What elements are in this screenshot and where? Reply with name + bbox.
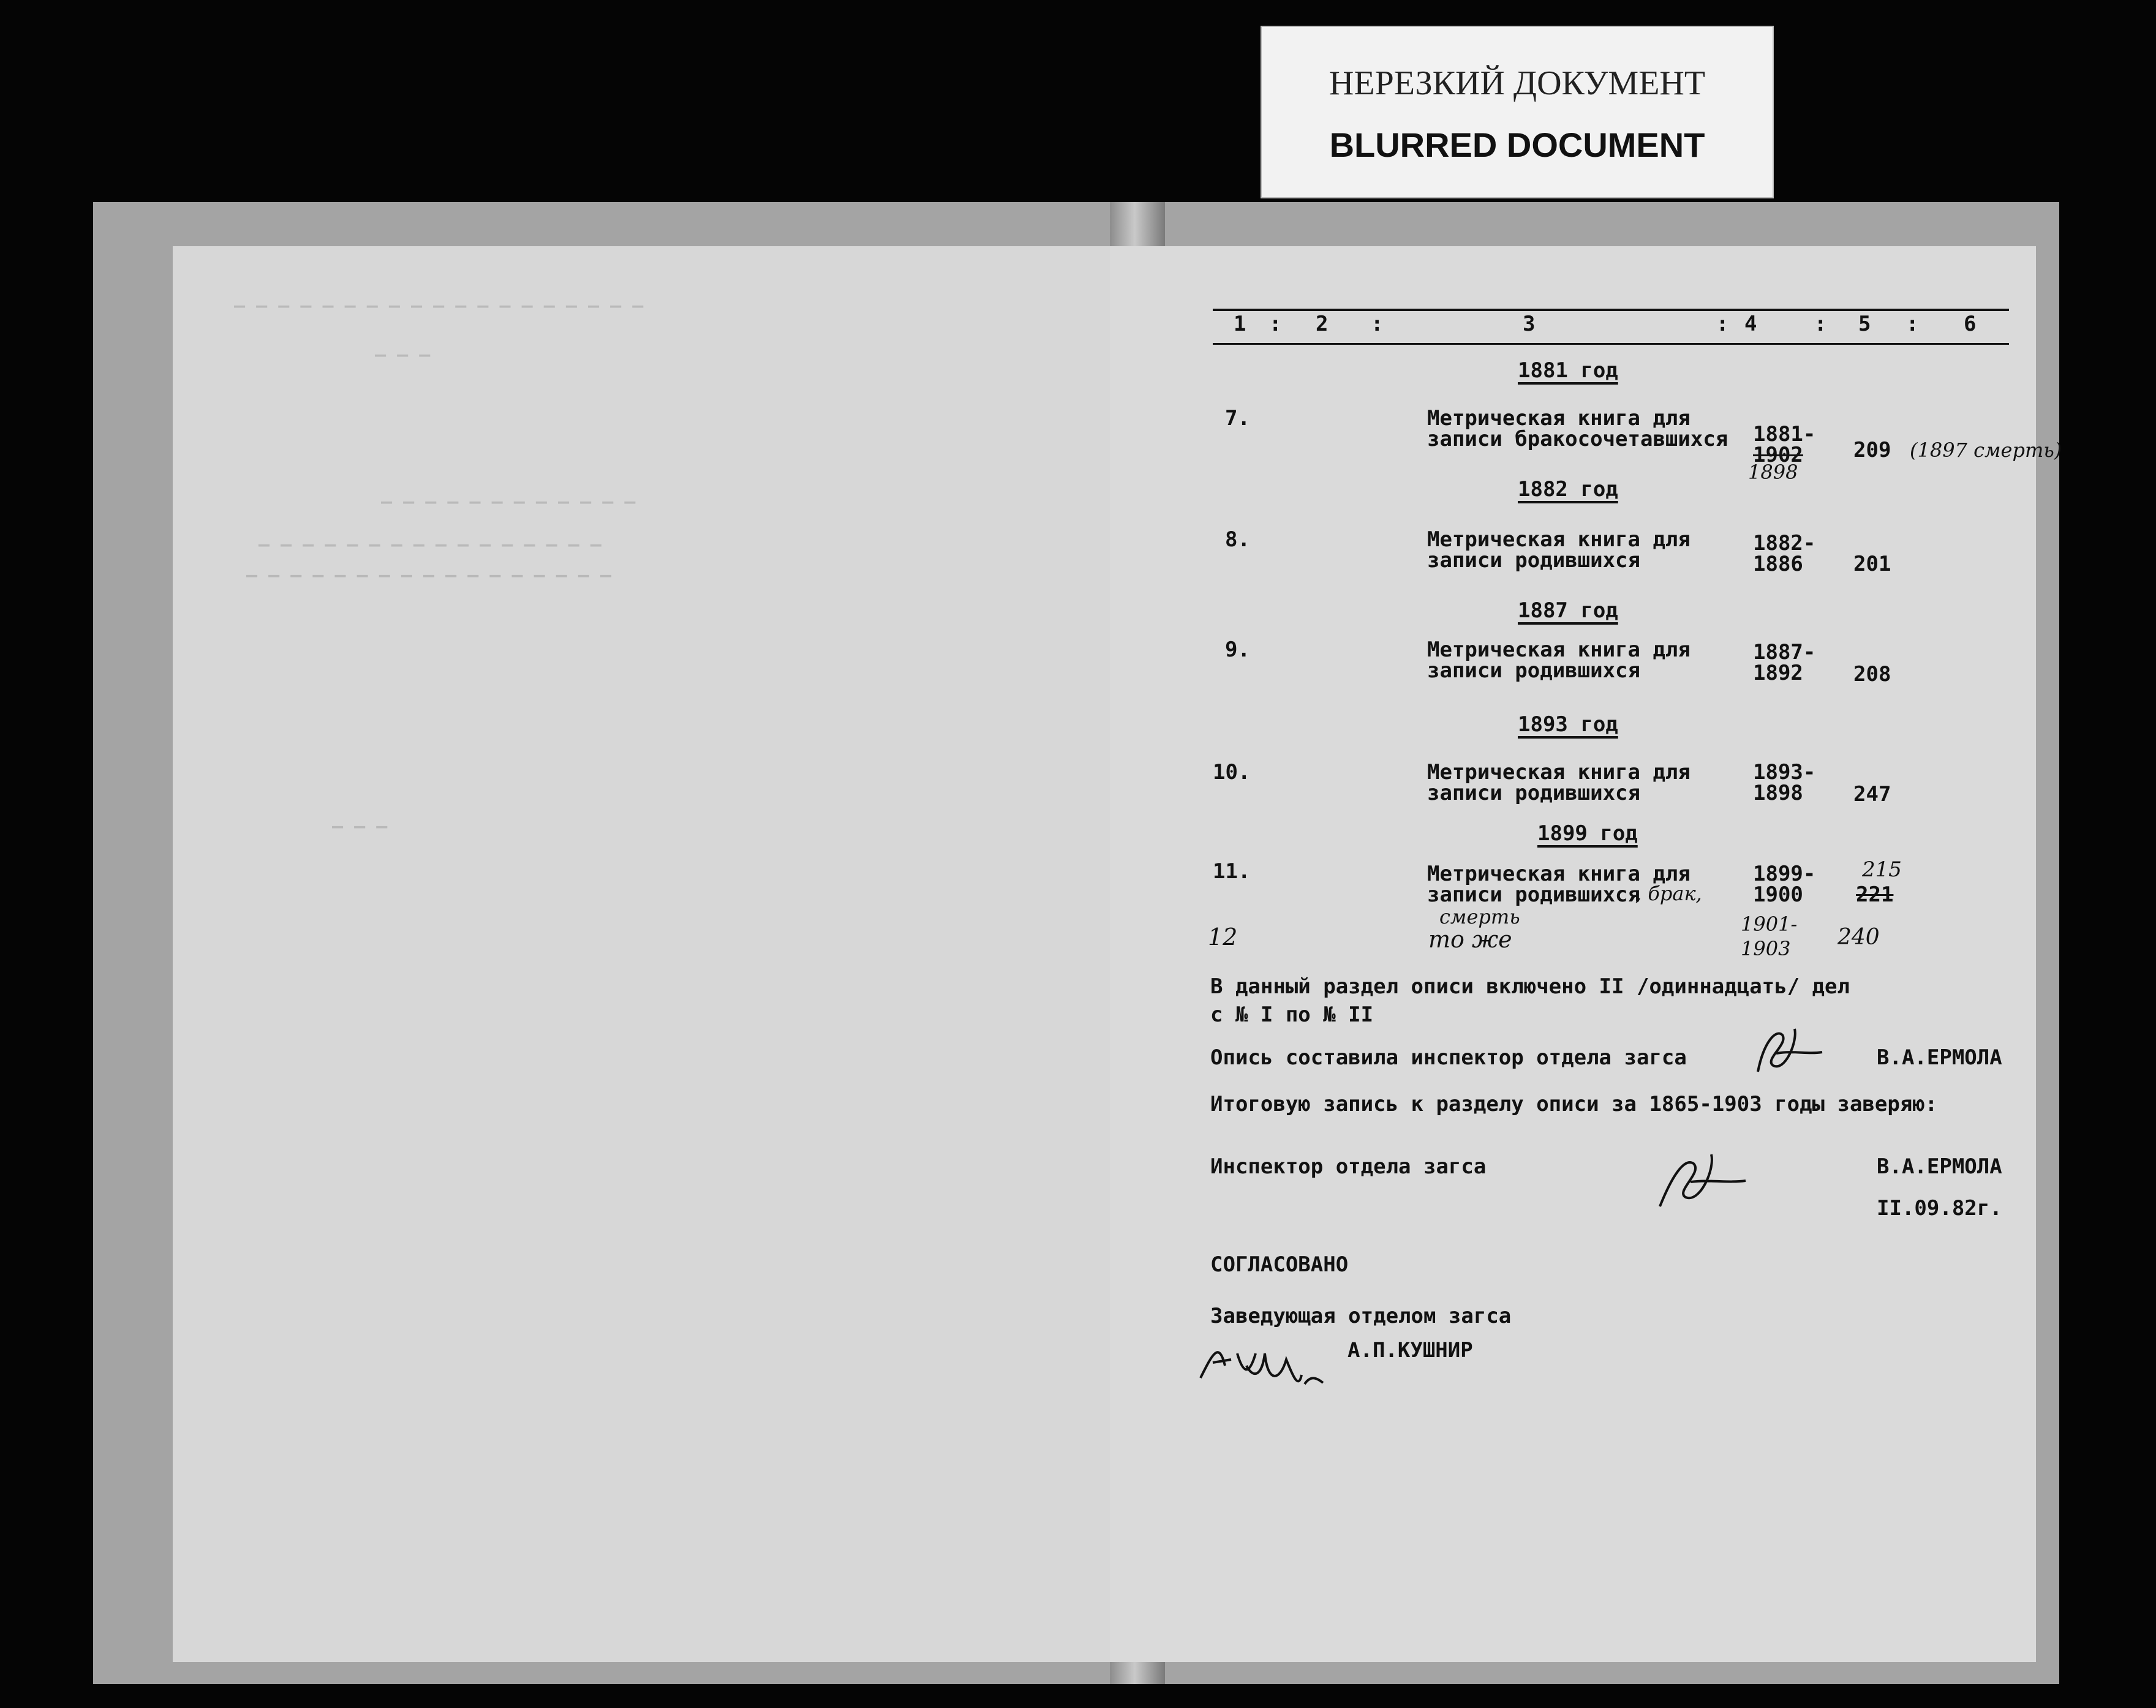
entry-sheets-crossed: 221 — [1856, 882, 1894, 907]
entry-years-end: 1892 — [1753, 661, 1803, 685]
entry-sheets: 201 — [1853, 552, 1891, 576]
entry-title-note-a: , брак, — [1635, 882, 1702, 905]
head-name: А.П.КУШНИР — [1348, 1338, 1473, 1363]
entry-title-line1: Метрическая книга для — [1427, 760, 1691, 784]
signature-inspector — [1648, 1139, 1752, 1219]
entry-number: 9. — [1225, 638, 1250, 662]
bleed-through: — — — — [332, 816, 388, 837]
signature-compiler — [1740, 1017, 1831, 1084]
entry-number: 10. — [1213, 760, 1251, 784]
column-separator: : — [1371, 312, 1384, 336]
column-header-3: 3 — [1523, 312, 1536, 336]
entry-title-note-b: смерть — [1439, 905, 1520, 928]
certify-line: Итоговую запись к разделу описи за 1865-1903 годы заверяю: — [1210, 1092, 1938, 1116]
entry-title-line2: записи родившихся — [1427, 781, 1640, 805]
entry-sheets-corrected: 215 — [1862, 857, 1902, 882]
entry-years-end-crossed: 1902 — [1753, 443, 1803, 467]
bleed-through: — — — — [375, 344, 431, 366]
entry-number: 12 — [1208, 924, 1238, 950]
entry-sheets: 208 — [1853, 662, 1891, 687]
entry-title-line1: Метрическая книга для — [1427, 527, 1691, 552]
entry-sheets: 209 — [1853, 438, 1891, 462]
entry-number: 11. — [1213, 859, 1251, 884]
column-separator: : — [1716, 312, 1729, 336]
entry-title-line2: записи бракосочетавшихся — [1427, 427, 1728, 451]
entry-years-end: 1903 — [1741, 937, 1791, 960]
summary-line1: В данный раздел описи включено II /одиннадцать/ дел — [1210, 974, 1850, 999]
bleed-through: — — — — — — — — — — — — — [381, 491, 636, 513]
blurred-document-label — [1261, 26, 1774, 198]
column-separator: : — [1269, 312, 1282, 336]
entry-years-start: 1881- — [1753, 422, 1816, 446]
column-header-1: 1 — [1234, 312, 1246, 336]
compiled-by: Опись составила инспектор отдела загса — [1210, 1045, 1687, 1070]
signature-head — [1194, 1317, 1354, 1396]
column-header-5: 5 — [1858, 312, 1871, 336]
year-heading: 1899 год — [1537, 821, 1638, 846]
entry-years-start: 1882- — [1753, 531, 1816, 555]
column-header-4: 4 — [1744, 312, 1757, 336]
entry-sheets: 247 — [1853, 782, 1891, 807]
bleed-through: — — — — — — — — — — — — — — — — — — — — [234, 295, 644, 317]
year-heading: 1881 год — [1518, 358, 1618, 383]
year-heading: 1893 год — [1518, 712, 1618, 737]
entry-sheets-note: (1897 смерть) — [1910, 438, 2062, 462]
entry-number: 8. — [1225, 527, 1250, 552]
left-page — [173, 246, 1110, 1662]
summary-line2: с № I по № II — [1210, 1003, 1374, 1027]
entry-years-start: 1893- — [1753, 760, 1816, 784]
header-top-rule — [1213, 309, 2009, 311]
right-page — [1110, 246, 2036, 1662]
entry-years-start: 1899- — [1753, 862, 1816, 886]
bleed-through: — — — — — — — — — — — — — — — — — — [246, 565, 612, 586]
column-separator: : — [1814, 312, 1827, 336]
entry-title-line1: Метрическая книга для — [1427, 862, 1691, 886]
entry-years-end-handwritten: 1898 — [1748, 461, 1798, 484]
entry-number: 7. — [1225, 406, 1250, 431]
year-heading: 1882 год — [1518, 477, 1618, 502]
entry-title-line1: Метрическая книга для — [1427, 638, 1691, 662]
entry-years-end: 1886 — [1753, 552, 1803, 576]
entry-title-line1: Метрическая книга для — [1427, 406, 1691, 431]
column-header-6: 6 — [1964, 312, 1977, 336]
entry-years-end: 1898 — [1753, 781, 1803, 805]
entry-years-end: 1900 — [1753, 882, 1803, 907]
header-bottom-rule — [1213, 343, 2009, 345]
year-heading: 1887 год — [1518, 598, 1618, 623]
entry-title-line2: записи родившихся — [1427, 882, 1640, 907]
label-russian: НЕРЕЗКИЙ ДОКУМЕНТ — [1329, 64, 1706, 102]
column-separator: : — [1906, 312, 1919, 336]
certification-date: II.09.82г. — [1877, 1196, 2002, 1221]
head-title: Заведующая отделом загса — [1210, 1304, 1512, 1328]
label-english: BLURRED DOCUMENT — [1329, 126, 1705, 164]
entry-title-line1: то же — [1428, 926, 1512, 953]
column-header-2: 2 — [1316, 312, 1329, 336]
bleed-through: — — — — — — — — — — — — — — — — — [258, 534, 601, 555]
inspector-name: В.А.ЕРМОЛА — [1877, 1154, 2002, 1179]
inspector-title: Инспектор отдела загса — [1210, 1154, 1487, 1179]
entry-title-line2: записи родившихся — [1427, 548, 1640, 573]
entry-years-start: 1887- — [1753, 640, 1816, 664]
entry-years-start: 1901- — [1741, 912, 1798, 936]
compiled-by-name: В.А.ЕРМОЛА — [1877, 1045, 2002, 1070]
entry-sheets: 240 — [1838, 925, 1880, 950]
agreed-heading: СОГЛАСОВАНО — [1210, 1252, 1349, 1277]
entry-title-line2: записи родившихся — [1427, 658, 1640, 683]
